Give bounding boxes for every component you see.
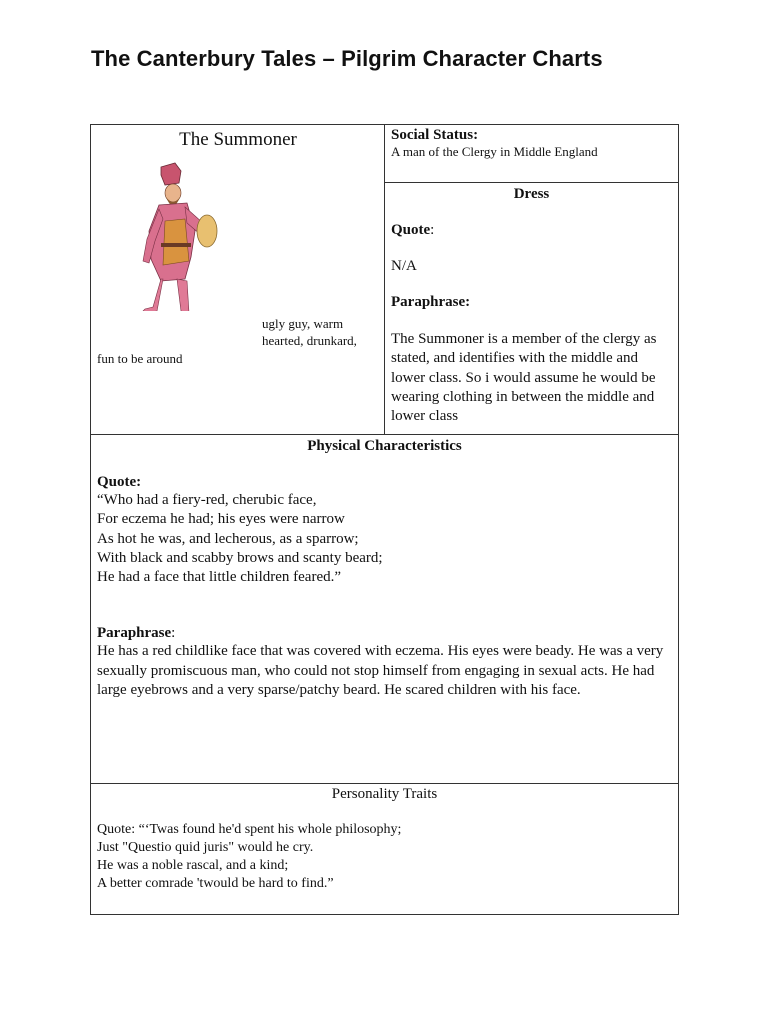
character-cell [91,125,385,435]
quote-line-first [97,821,672,839]
character-note-continued: fun to be around [97,351,183,366]
quote-line: A better comrade 'twould be hard to find.” [97,876,334,891]
summoner-illustration [121,161,261,311]
character-chart [90,124,679,915]
quote-line: “Who had a fiery-red, cherubic face, [97,492,317,508]
physical-heading: Physical Characteristics [307,438,462,454]
dress-quote-row: Quote: [391,222,435,238]
dress-quote-label: Quote [391,222,431,238]
character-note: ugly guy, warm hearted, drunkard, [262,316,357,348]
quote-line: With black and scabby brows and scanty beard; [97,549,383,566]
physical-paraphrase-row: Paraphrase: [97,625,176,642]
dress-heading: Dress [513,186,550,202]
social-status-cell [385,125,678,183]
quote-line: Just "Questio quid juris" would he cry. [97,840,314,855]
physical-quote-label: Quote: [97,474,142,490]
quote-line: He had a face that little children feared.” [97,569,342,586]
quote-line: For eczema he had; his eyes were narrow [97,511,345,528]
personality-quote [97,821,672,893]
physical-quote [97,491,672,587]
personality-quote-prefix: Quote: [97,822,139,837]
dress-paraphrase-text: The Summoner is a member of the clergy as stated, and identifies with the middle and lower class. So i would assume he would be wearing clothing in between the middle and lower class [391,331,657,425]
dress-quote-value: N/A [391,258,417,274]
quote-line: As hot he was, and lecherous, as a sparrow; [97,530,359,547]
social-status-label: Social Status: [391,127,479,143]
physical-paraphrase-label: Paraphrase [97,625,172,642]
personality-traits-cell [91,784,678,914]
social-status-value: A man of the Clergy in Middle England [391,144,598,159]
personality-heading: Personality Traits [331,786,438,802]
quote-line: “‘Twas found he'd spent his whole philosophy; [138,822,402,837]
character-name: The Summoner [179,129,297,150]
physical-characteristics-cell [91,435,678,784]
dress-cell [385,183,678,435]
document-title: The Canterbury Tales – Pilgrim Character Charts [91,46,603,71]
physical-paraphrase-text: He has a red childlike face that was covered with eczema. His eyes were beady. He was a very sexually promiscuous man, who could not stop himself from engaging in sexual acts. He had large eyebrows and a very sparse/patchy beard. He scared children with his face. [97,643,664,699]
quote-line: He was a noble rascal, and a kind; [97,858,289,873]
dress-paraphrase-label: Paraphrase: [391,294,471,310]
